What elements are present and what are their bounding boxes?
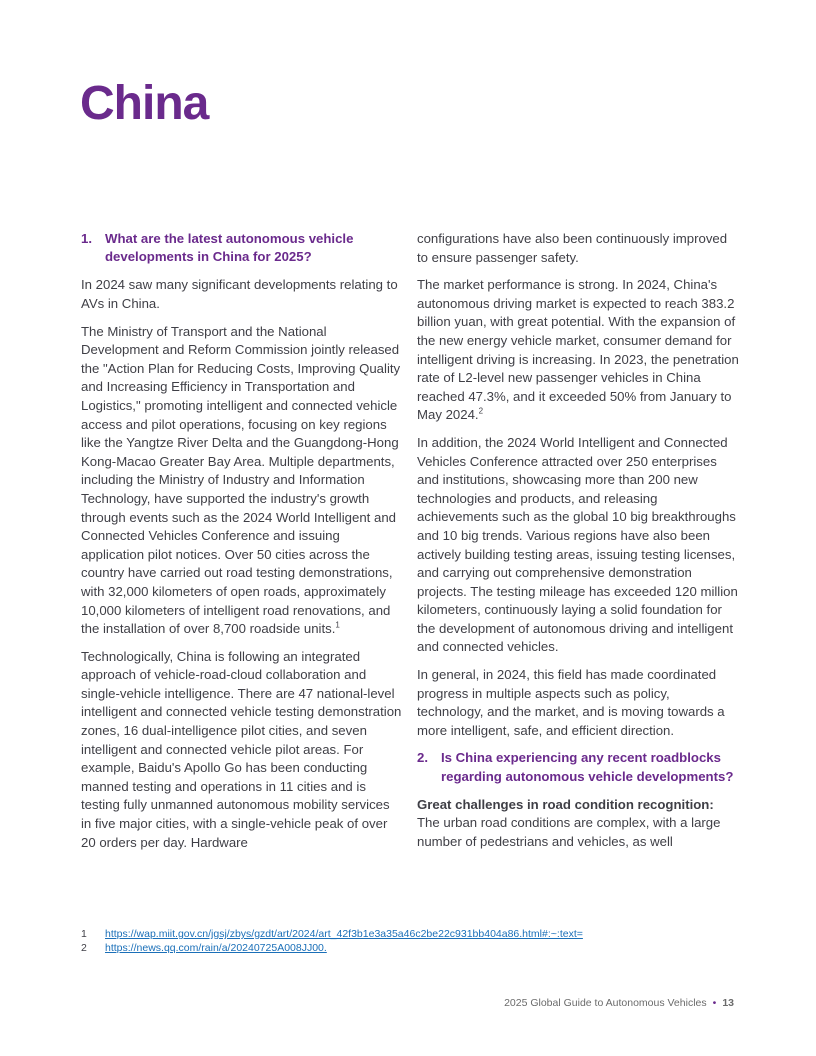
paragraph: configurations have also been continuously improved to ensure passenger safety. <box>417 231 728 265</box>
question-2-heading <box>417 749 739 785</box>
paragraph: In addition, the 2024 World Intelligent and Connected Vehicles Conference attracted over 250 enterprises and institutions, showcasing more than 200 new technologies and products, and releasing achievements such as the global 10 big breakthroughs and 10 big trends. Various regions have also been actively building testing areas, issuing testing licenses, and carrying out comprehensive demonstration projects. The testing mileage has exceeded 120 million kilometers, continuously laying a solid foundation for the development of autonomous driving and intelligent and connected vehicles. <box>417 434 738 655</box>
footer-separator: • <box>712 997 717 1009</box>
left-column <box>81 230 403 861</box>
footnote-link[interactable]: https://wap.miit.gov.cn/jgsj/zbys/gzdt/art/2024/art_42f3b1e3a35a46c2be22c931bb404a86.html#:~:text= <box>105 928 583 940</box>
page-footer <box>504 997 734 1009</box>
footnote-2 <box>81 941 583 955</box>
footnote-ref-1[interactable]: 1 <box>335 620 340 630</box>
footnote-number: 1 <box>81 928 87 940</box>
question-1-heading <box>81 230 403 266</box>
footnote-number: 2 <box>81 942 87 954</box>
footnote-ref-2[interactable]: 2 <box>478 406 484 416</box>
page-title: China <box>80 77 209 130</box>
footer-doc-title: 2025 Global Guide to Autonomous Vehicles <box>504 997 707 1009</box>
paragraph-text: The Ministry of Transport and the National Development and Reform Commission jointly released the "Action Plan for Reducing Costs, Improving Quality and Increasing Efficiency in Transportation and Logistics," promoting intelligent and connected vehicle access and pilot operations, focusing on key regions like the Yangtze River Delta and the Guangdong-Hong Kong-Macao Greater Bay Area. Multiple departments, including the Ministry of Industry and Information Technology, have supported the industry's growth through events such as the 2024 World Intelligent and Connected Vehicles Conference and issuing application pilot notices. Over 50 cities across the country have carried out road testing demonstrations, with 32,000 kilometers of open roads, approximately 10,000 kilometers of intelligent road renovations, and the installation of over 8,700 roadside units. <box>81 323 401 637</box>
question-2-number: 2. <box>417 750 428 766</box>
paragraph: In general, in 2024, this field has made coordinated progress in multiple aspects such as policy, technology, and the market, and is moving towards a more intelligent, safe, and efficient direction. <box>417 667 725 738</box>
paragraph <box>417 796 739 852</box>
footnotes <box>81 927 583 955</box>
paragraph: Technologically, China is following an integrated approach of vehicle-road-cloud collaboration and single-vehicle intelligence. There are 47 national-level intelligent and connected vehicle testing demonstration zones, 16 dual-intelligence pilot cities, and seven intelligent and connected vehicle pilot areas. For example, Baidu's Apollo Go has been conducting manned testing and operations in 11 cities and is testing fully unmanned autonomous mobility services in five major cities, with a single-vehicle peak of over 20 orders per day. Hardware <box>81 648 402 850</box>
page-number: 13 <box>722 997 734 1009</box>
question-1-number: 1. <box>81 231 92 246</box>
paragraph: In 2024 saw many significant developments relating to AVs in China. <box>81 277 398 311</box>
paragraph-with-footnote <box>417 276 739 425</box>
paragraph-with-footnote <box>81 323 403 639</box>
paragraph-lead: Great challenges in road condition recognition: <box>417 796 714 812</box>
footnote-1 <box>81 927 583 941</box>
footnote-link[interactable]: https://news.qq.com/rain/a/20240725A008JJ00. <box>105 942 327 954</box>
right-column <box>417 230 739 861</box>
paragraph-text: The urban road conditions are complex, with a large number of pedestrians and vehicles, as well <box>417 815 721 850</box>
question-2-text: Is China experiencing any recent roadblocks regarding autonomous vehicle developments? <box>441 750 734 784</box>
paragraph-text: The market performance is strong. In 2024, China's autonomous driving market is expected to reach 383.2 billion yuan, with great potential. With the expansion of the new energy vehicle market, consumer demand for intelligent driving is increasing. In 2023, the penetration rate of L2-level new passenger vehicles in China reached 47.3%, and it exceeded 50% from January to May 2024. <box>417 277 739 423</box>
question-1-text: What are the latest autonomous vehicle developments in China for 2025? <box>105 231 354 265</box>
